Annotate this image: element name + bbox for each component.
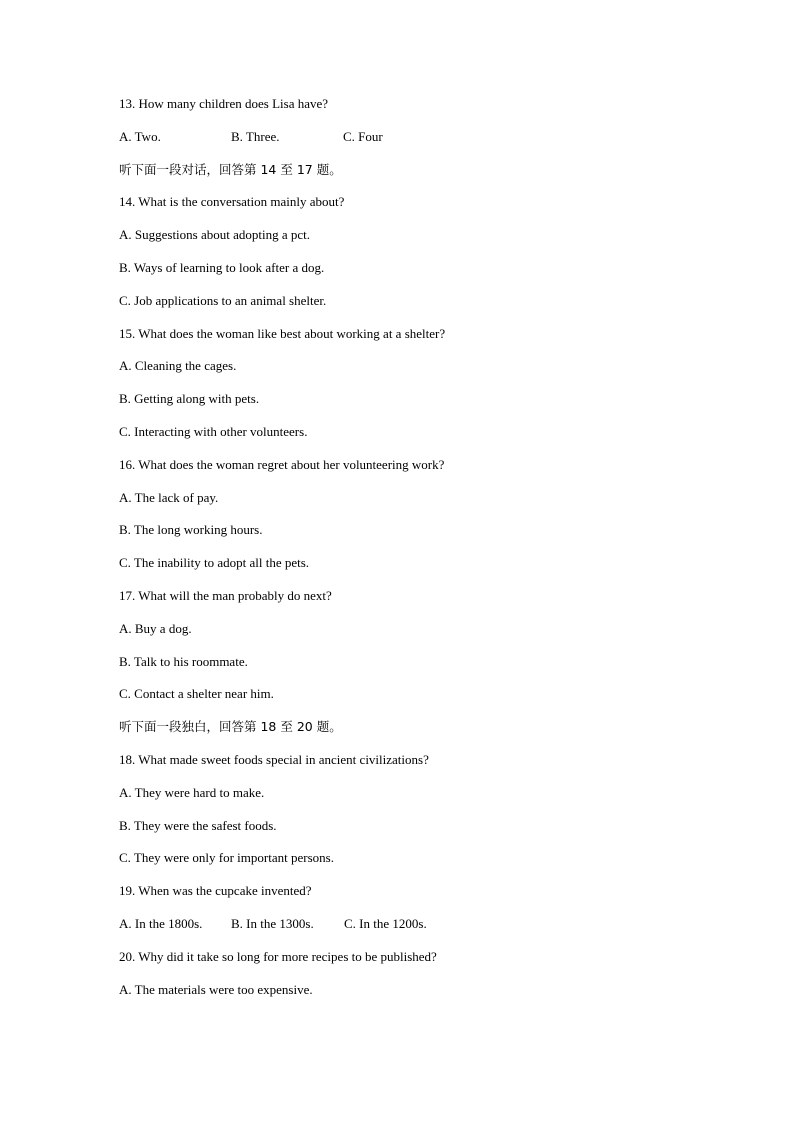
option-b: B. In the 1300s.	[231, 915, 314, 931]
section-instruction-18-20: 听下面一段独白，回答第 18 至 20 题。	[119, 719, 342, 735]
option-b: B. Ways of learning to look after a dog.	[119, 259, 325, 275]
question-18: 18. What made sweet foods special in ancient civilizations?	[119, 751, 429, 767]
question-16: 16. What does the woman regret about her volunteering work?	[119, 456, 445, 472]
option-b: B. The long working hours.	[119, 522, 263, 538]
question-17: 17. What will the man probably do next?	[119, 587, 332, 603]
question-19-options	[119, 913, 719, 946]
option-c: C. The inability to adopt all the pets.	[119, 555, 310, 571]
option-a: A. They were hard to make.	[119, 784, 265, 800]
option-c: C. Interacting with other volunteers.	[119, 423, 308, 439]
question-15: 15. What does the woman like best about working at a shelter?	[119, 325, 446, 341]
option-a: A. Cleaning the cages.	[119, 358, 237, 374]
exam-page	[119, 93, 719, 1011]
question-13-options	[119, 126, 719, 159]
question-20: 20. Why did it take so long for more recipes to be published?	[119, 948, 437, 964]
option-c: C. Job applications to an animal shelter.	[119, 292, 327, 308]
option-a: A. The lack of pay.	[119, 489, 219, 505]
option-b: B. They were the safest foods.	[119, 817, 277, 833]
option-b: B. Talk to his roommate.	[119, 653, 248, 669]
option-b: B. Three.	[231, 128, 280, 144]
option-c: C. In the 1200s.	[344, 915, 427, 931]
option-a: A. Two.	[119, 128, 161, 144]
option-a: A. Buy a dog.	[119, 620, 192, 636]
option-a: A. The materials were too expensive.	[119, 981, 313, 997]
question-14: 14. What is the conversation mainly about?	[119, 194, 345, 210]
option-a: A. In the 1800s.	[119, 915, 203, 931]
option-c: C. Four	[343, 128, 383, 144]
option-a: A. Suggestions about adopting a pct.	[119, 227, 311, 243]
option-c: C. Contact a shelter near him.	[119, 686, 274, 702]
section-instruction-14-17: 听下面一段对话，回答第 14 至 17 题。	[119, 161, 342, 177]
question-13: 13. How many children does Lisa have?	[119, 96, 329, 111]
option-b: B. Getting along with pets.	[119, 391, 260, 407]
option-c: C. They were only for important persons.	[119, 850, 334, 866]
question-19: 19. When was the cupcake invented?	[119, 883, 312, 899]
